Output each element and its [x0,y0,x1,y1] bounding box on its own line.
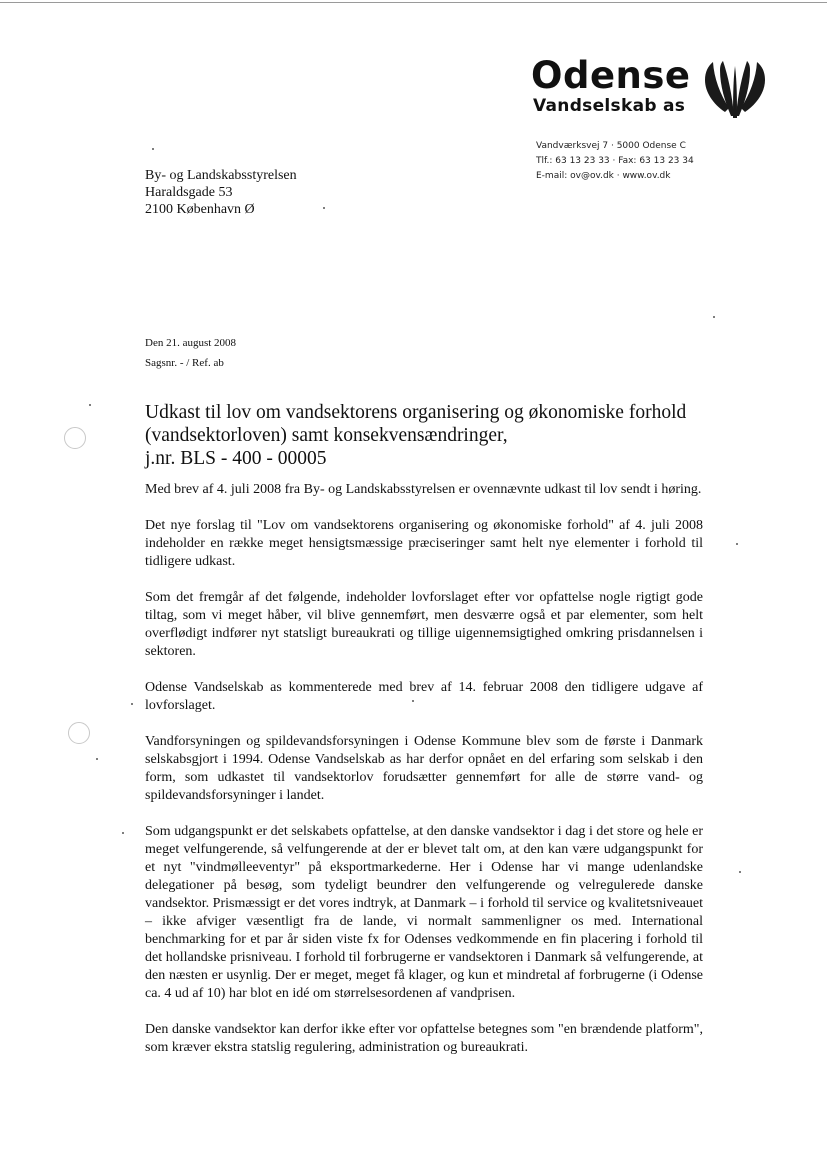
company-logo [531,54,771,128]
logo-name: Odense [531,54,691,97]
punch-hole-upper [64,427,86,449]
scan-speck [739,871,741,873]
letter-date: Den 21. august 2008 [145,337,237,349]
recipient-line-3: 2100 København Ø [145,202,255,217]
recipient-address [145,167,297,218]
letter-subject [145,401,705,470]
sender-contact-block [536,139,694,184]
letter-reference: Sagsnr. - / Ref. ab [145,357,224,369]
body-paragraph-1: Med brev af 4. juli 2008 fra By- og Landskabsstyrelsen er ovennævnte udkast til lov sendt i høring. [145,482,702,497]
subject-line-2: (vandsektorloven) samt konsekvensændringer, [145,425,508,446]
body-paragraph-2: Det nye forslag til "Lov om vandsektorens organisering og økonomiske forhold" af 4. juli 2008 indeholder en række meget hensigtsmæssige præciseringer samt helt nye elementer i forhold til tidligere udkast. [145,518,703,569]
scan-speck [736,543,738,545]
letter-body [145,481,703,1075]
scan-speck [96,758,98,760]
punch-hole-lower [68,722,90,744]
sender-email-web: E-mail: ov@ov.dk · www.ov.dk [536,171,671,181]
scan-speck [323,207,325,209]
body-paragraph-7: Den danske vandsektor kan derfor ikke efter vor opfattelse betegnes som "en brændende platform", som kræver ekstra statslig regulering, administration og bureaukrati. [145,1022,703,1055]
scan-speck [89,404,91,406]
letter-meta [145,333,236,373]
body-paragraph-5: Vandforsyningen og spildevandsforsyningen i Odense Kommune blev som de første i Danmark selskabsgjort i 1994. Odense Vandselskab as har derfor opnået en del erfaring som selskab i den form, som udkastet til vandsektorlov forudsætter gennemført for alle de større vand- og spildevandsforsyninger i landet. [145,734,703,803]
scan-speck [131,703,133,705]
scan-speck [713,316,715,318]
subject-line-1: Udkast til lov om vandsektorens organisering og økonomiske forhold [145,402,687,423]
scan-edge-line [0,2,827,3]
odense-vandselskab-emblem-icon [703,58,767,122]
recipient-line-2: Haraldsgade 53 [145,185,233,200]
scan-speck [152,148,154,150]
sender-address: Vandværksvej 7 · 5000 Odense C [536,141,686,151]
body-paragraph-4: Odense Vandselskab as kommenterede med brev af 14. februar 2008 den tidligere udgave af lovforslaget. [145,680,703,713]
scan-speck [122,832,124,834]
body-paragraph-6: Som udgangspunkt er det selskabets opfattelse, at den danske vandsektor i dag i det store og hele er meget velfungerende, så velfungerende at der er blevet talt om, at den kan være udgangspunkt for et nyt "vindmølleeventyr" på eksportmarkederne. Her i Odense har vi mange udenlandske delegationer på besøg, som tydeligt beundrer den velfungerende og velregulerede danske vandsektor. Prismæssigt er det vores indtryk, at Danmark – i forhold til service og kvalitetsniveauet – ikke afviger væsentligt fra de lande, vi normalt sammenligner os med. International benchmarking for et par år siden viste fx for Odenses vedkommende en fin placering i forhold til det hollandske prisniveau. I forhold til forbrugerne er vandsektoren i Danmark så velfungerende, at den næsten er usynlig. Der er meget, meget få klager, og kun et mindretal af forbrugerne (i Odense ca. 4 ud af 10) har blot en idé om størrelsesordenen af vandprisen. [145,824,703,1001]
recipient-line-1: By- og Landskabsstyrelsen [145,168,297,183]
scan-speck [412,700,414,702]
sender-phone-fax: Tlf.: 63 13 23 33 · Fax: 63 13 23 34 [536,156,694,166]
subject-line-3: j.nr. BLS - 400 - 00005 [145,448,327,469]
logo-subtitle: Vandselskab as [533,96,686,116]
body-paragraph-3: Som det fremgår af det følgende, indeholder lovforslaget efter vor opfattelse nogle rigtigt gode tiltag, som vi meget håber, vil blive gennemført, men desværre også et par elementer, som helt overflødigt indfører nyt statsligt bureaukrati og tillige uigennemsigtighed omkring prisdannelsen i sektoren. [145,590,703,659]
